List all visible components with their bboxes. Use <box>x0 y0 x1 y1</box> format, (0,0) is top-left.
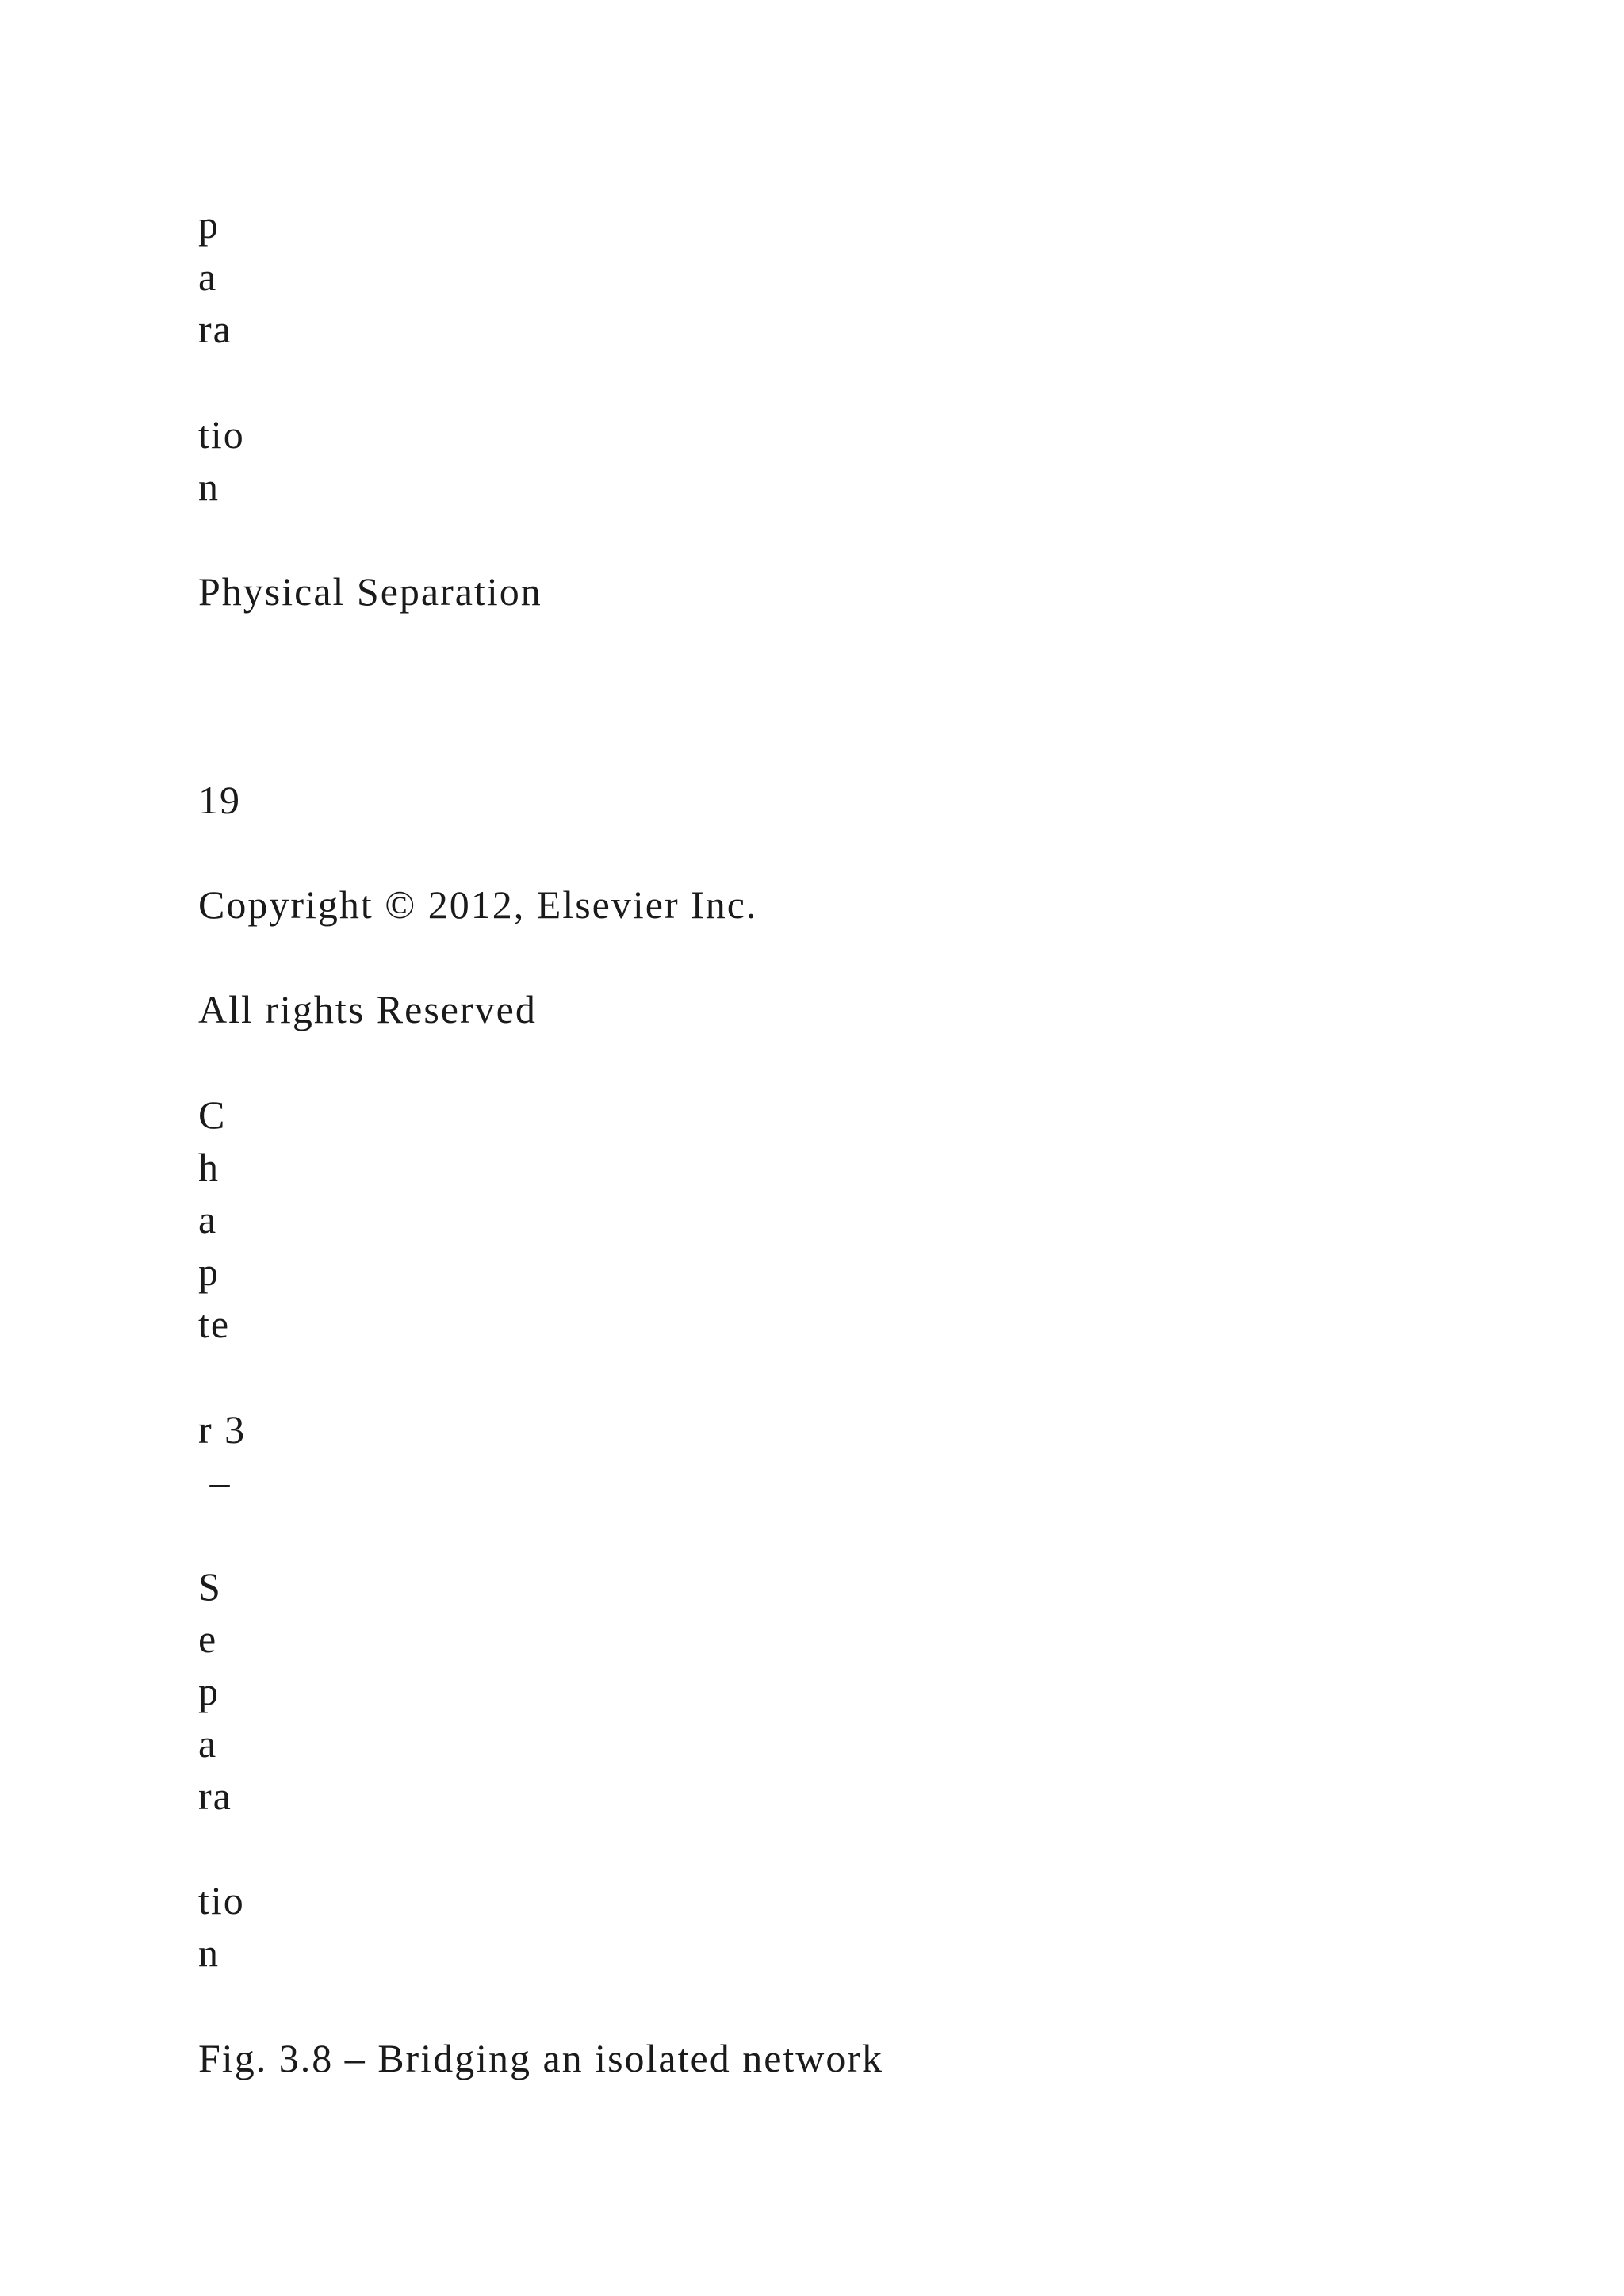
text-line: a <box>198 1721 218 1766</box>
section-heading: Physical Separation <box>198 569 542 614</box>
text-line: a <box>198 254 218 299</box>
text-line: e <box>198 1617 218 1661</box>
text-line: a <box>198 1197 218 1242</box>
text-line: – <box>198 1460 232 1504</box>
text-line: p <box>198 1669 220 1713</box>
text-line: p <box>198 202 220 247</box>
rights-line: All rights Reserved <box>198 987 537 1031</box>
text-line: S <box>198 1564 222 1609</box>
text-line: r 3 <box>198 1407 247 1452</box>
text-line: ra <box>198 1774 232 1818</box>
text-line: te <box>198 1302 231 1346</box>
text-line: tio <box>198 412 245 457</box>
copyright-line: Copyright © 2012, Elsevier Inc. <box>198 882 758 927</box>
figure-caption: Fig. 3.8 – Bridging an isolated network <box>198 2036 884 2080</box>
text-line: p <box>198 1249 220 1294</box>
text-line: C <box>198 1093 227 1137</box>
page-number: 19 <box>198 778 241 822</box>
text-line: n <box>198 1931 220 1975</box>
text-line: h <box>198 1145 220 1189</box>
text-line: tio <box>198 1878 245 1923</box>
text-line: n <box>198 465 220 509</box>
text-line: ra <box>198 307 232 351</box>
